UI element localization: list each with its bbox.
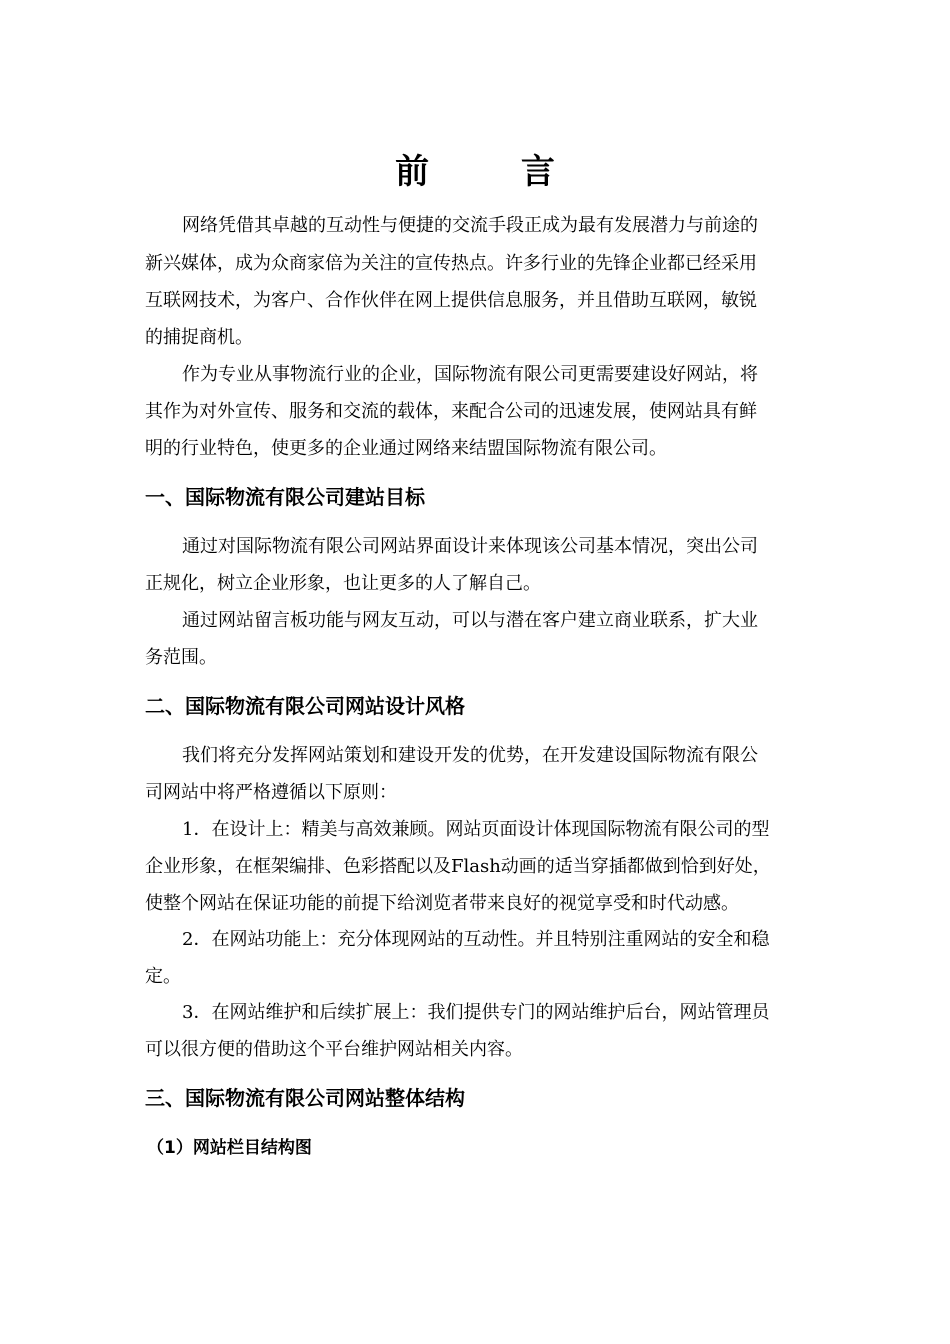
preface-p2-line-2: 其作为对外宣传、服务和交流的载体，来配合公司的迅速发展，使网站具有鲜: [145, 401, 757, 422]
section2-p2-line-1: 1．在设计上：精美与高效兼顾。网站页面设计体现国际物流有限公司的型: [182, 819, 770, 840]
section2-p4-line-1: 3．在网站维护和后续扩展上：我们提供专门的网站维护后台，网站管理员: [182, 1002, 770, 1023]
section1-heading: 一、国际物流有限公司建站目标: [145, 485, 425, 509]
section1-p2-line-2: 务范围。: [145, 647, 217, 668]
section3-subheading: （1）网站栏目结构图: [147, 1138, 312, 1158]
section2-p1-line-2: 司网站中将严格遵循以下原则：: [145, 782, 397, 803]
section1-p2-line-1: 通过网站留言板功能与网友互动，可以与潜在客户建立商业联系，扩大业: [182, 610, 758, 631]
preface-p2-line-1: 作为专业从事物流行业的企业，国际物流有限公司更需要建设好网站，将: [182, 364, 758, 385]
section2-p4-line-2: 可以很方便的借助这个平台维护网站相关内容。: [145, 1039, 523, 1060]
preface-p1-line-4: 的捕捉商机。: [145, 327, 253, 348]
section1-p1-line-2: 正规化，树立企业形象，也让更多的人了解自己。: [145, 573, 541, 594]
section2-p2-line-2: 企业形象，在框架编排、色彩搭配以及Flash动画的适当穿插都做到恰到好处，: [145, 856, 771, 877]
section1-p1-line-1: 通过对国际物流有限公司网站界面设计来体现该公司基本情况，突出公司: [182, 536, 758, 557]
preface-p1-line-2: 新兴媒体，成为众商家倍为关注的宣传热点。许多行业的先锋企业都已经采用: [145, 253, 757, 274]
section2-p3-line-1: 2．在网站功能上：充分体现网站的互动性。并且特别注重网站的安全和稳: [182, 929, 770, 950]
section3-heading: 三、国际物流有限公司网站整体结构: [145, 1086, 465, 1110]
preface-p1-line-1: 网络凭借其卓越的互动性与便捷的交流手段正成为最有发展潜力与前途的: [182, 215, 758, 236]
preface-p1-line-3: 互联网技术，为客户、合作伙伴在网上提供信息服务，并且借助互联网，敏锐: [145, 290, 757, 311]
section2-p3-line-2: 定。: [145, 966, 181, 987]
section2-p1-line-1: 我们将充分发挥网站策划和建设开发的优势，在开发建设国际物流有限公: [182, 745, 758, 766]
section2-heading: 二、国际物流有限公司网站设计风格: [145, 694, 465, 718]
preface-p2-line-3: 明的行业特色，使更多的企业通过网络来结盟国际物流有限公司。: [145, 438, 667, 459]
page-title: 前 言: [395, 152, 595, 192]
section2-p2-line-3: 使整个网站在保证功能的前提下给浏览者带来良好的视觉享受和时代动感。: [145, 893, 739, 914]
